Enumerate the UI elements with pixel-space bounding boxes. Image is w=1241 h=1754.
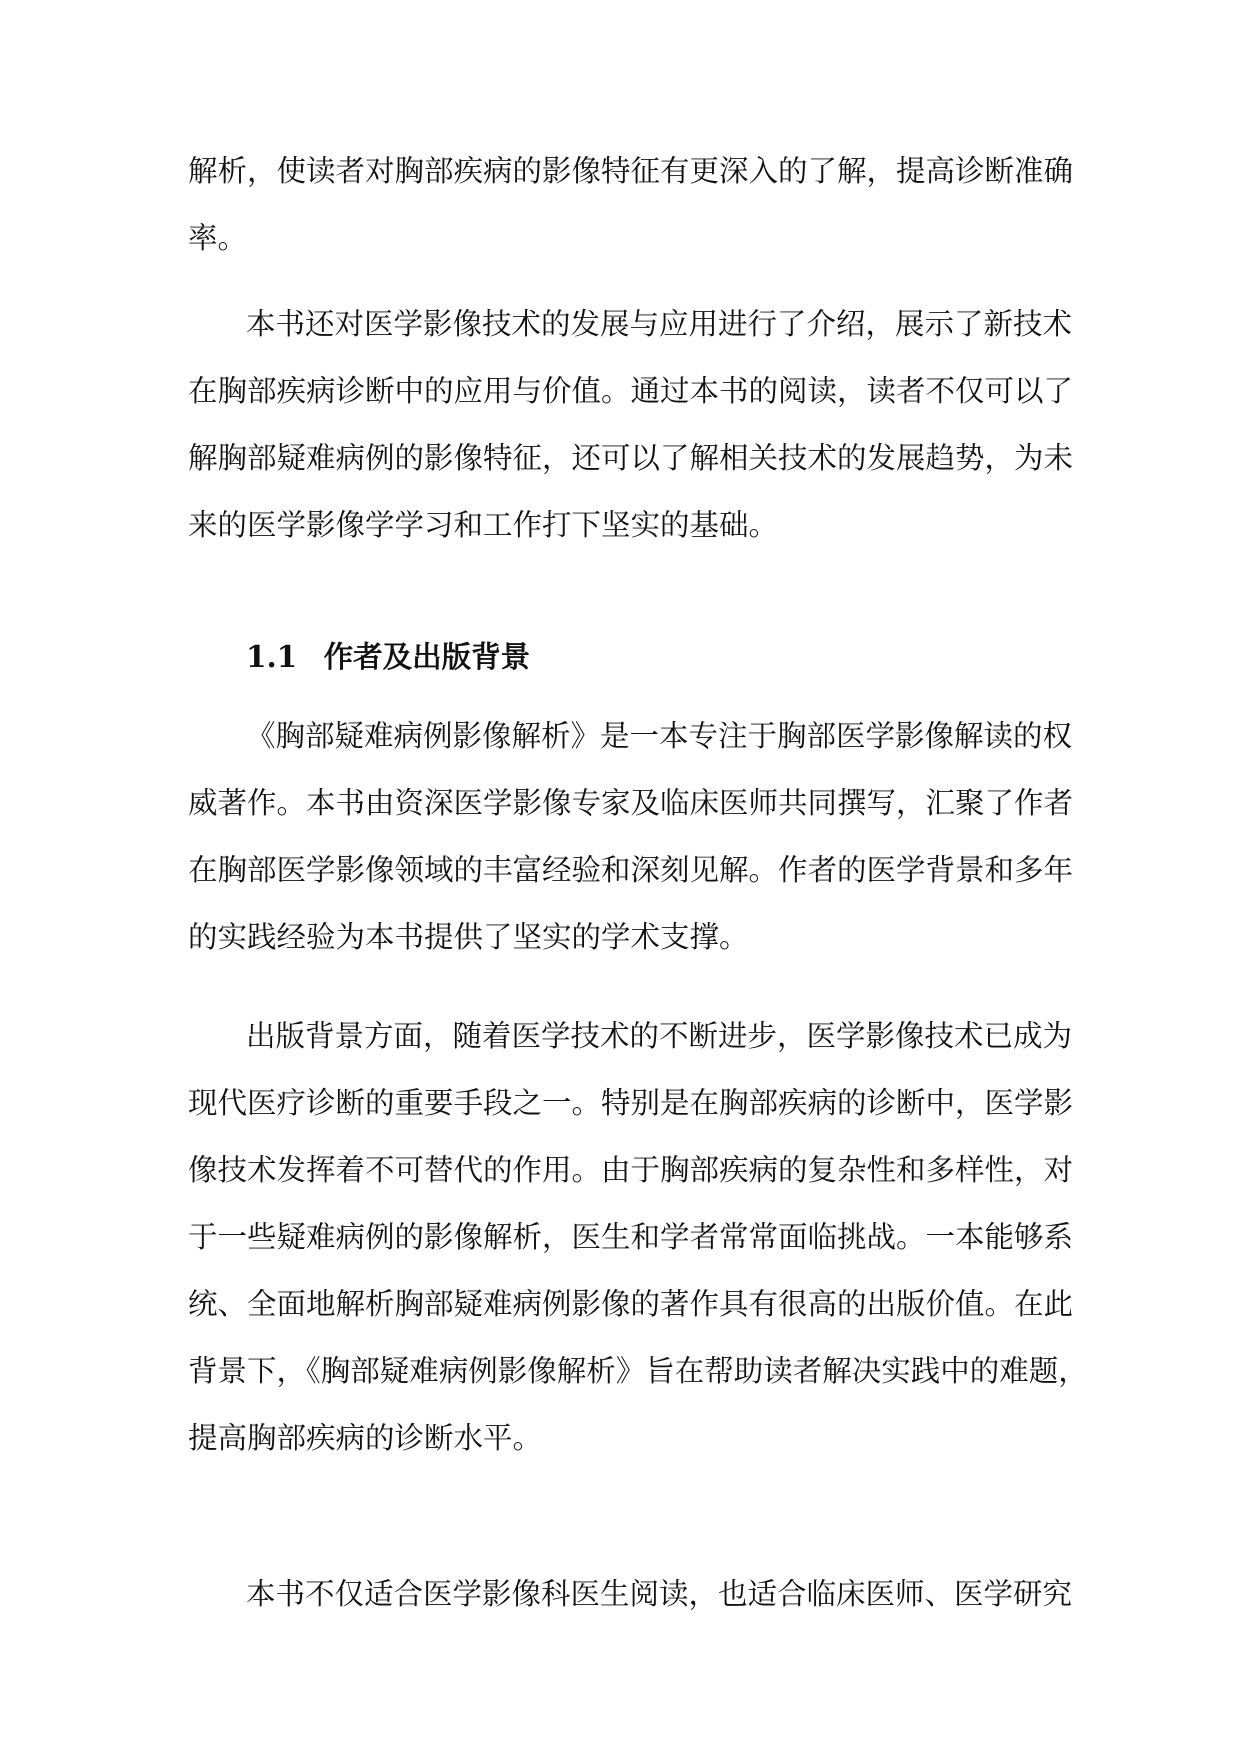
text-line: 背景下，《胸部疑难病例影像解析》旨在帮助读者解决实践中的难题， [188,1354,1088,1388]
text-line: 在胸部医学影像领域的丰富经验和深刻见解。作者的医学背景和多年 [188,853,1074,887]
text-line: 解析，使读者对胸部疾病的影像特征有更深入的了解，提高诊断准确 [188,154,1074,188]
text-line: 威著作。本书由资深医学影像专家及临床医师共同撰写，汇聚了作者 [188,786,1074,820]
text-line: 率。 [188,221,248,255]
text-line: 的实践经验为本书提供了坚实的学术支撑。 [188,920,749,954]
text-line: 现代医疗诊断的重要手段之一。特别是在胸部疾病的诊断中，医学影 [188,1086,1074,1120]
paragraph-technology-intro [188,291,1074,559]
text-line: 本书还对医学影像技术的发展与应用进行了介绍，展示了新技术 [246,307,1073,341]
paragraph-authors [188,703,1074,971]
text-line: 《胸部疑难病例影像解析》是一本专注于胸部医学影像解读的权 [246,719,1073,753]
text-line: 出版背景方面，随着医学技术的不断进步，医学影像技术已成为 [246,1019,1073,1053]
text-line: 统、全面地解析胸部疑难病例影像的著作具有很高的出版价值。在此 [188,1287,1074,1321]
text-line: 解胸部疑难病例的影像特征，还可以了解相关技术的发展趋势，为未 [188,441,1074,475]
paragraph-publishing-background [188,1003,1088,1472]
section-number: 1.1 [246,639,298,674]
text-line: 提高胸部疾病的诊断水平。 [188,1421,543,1455]
text-line: 于一些疑难病例的影像解析，医生和学者常常面临挑战。一本能够系 [188,1220,1074,1254]
paragraph-audience [188,1561,1073,1628]
paragraph-continuation [188,138,1074,272]
text-line: 像技术发挥着不可替代的作用。由于胸部疾病的复杂性和多样性，对 [188,1153,1074,1187]
text-line: 本书不仅适合医学影像科医生阅读，也适合临床医师、医学研究 [246,1577,1073,1611]
section-heading [246,625,530,689]
section-title: 作者及出版背景 [323,639,531,674]
text-line: 在胸部疾病诊断中的应用与价值。通过本书的阅读，读者不仅可以了 [188,374,1074,408]
text-line: 来的医学影像学学习和工作打下坚实的基础。 [188,508,779,542]
